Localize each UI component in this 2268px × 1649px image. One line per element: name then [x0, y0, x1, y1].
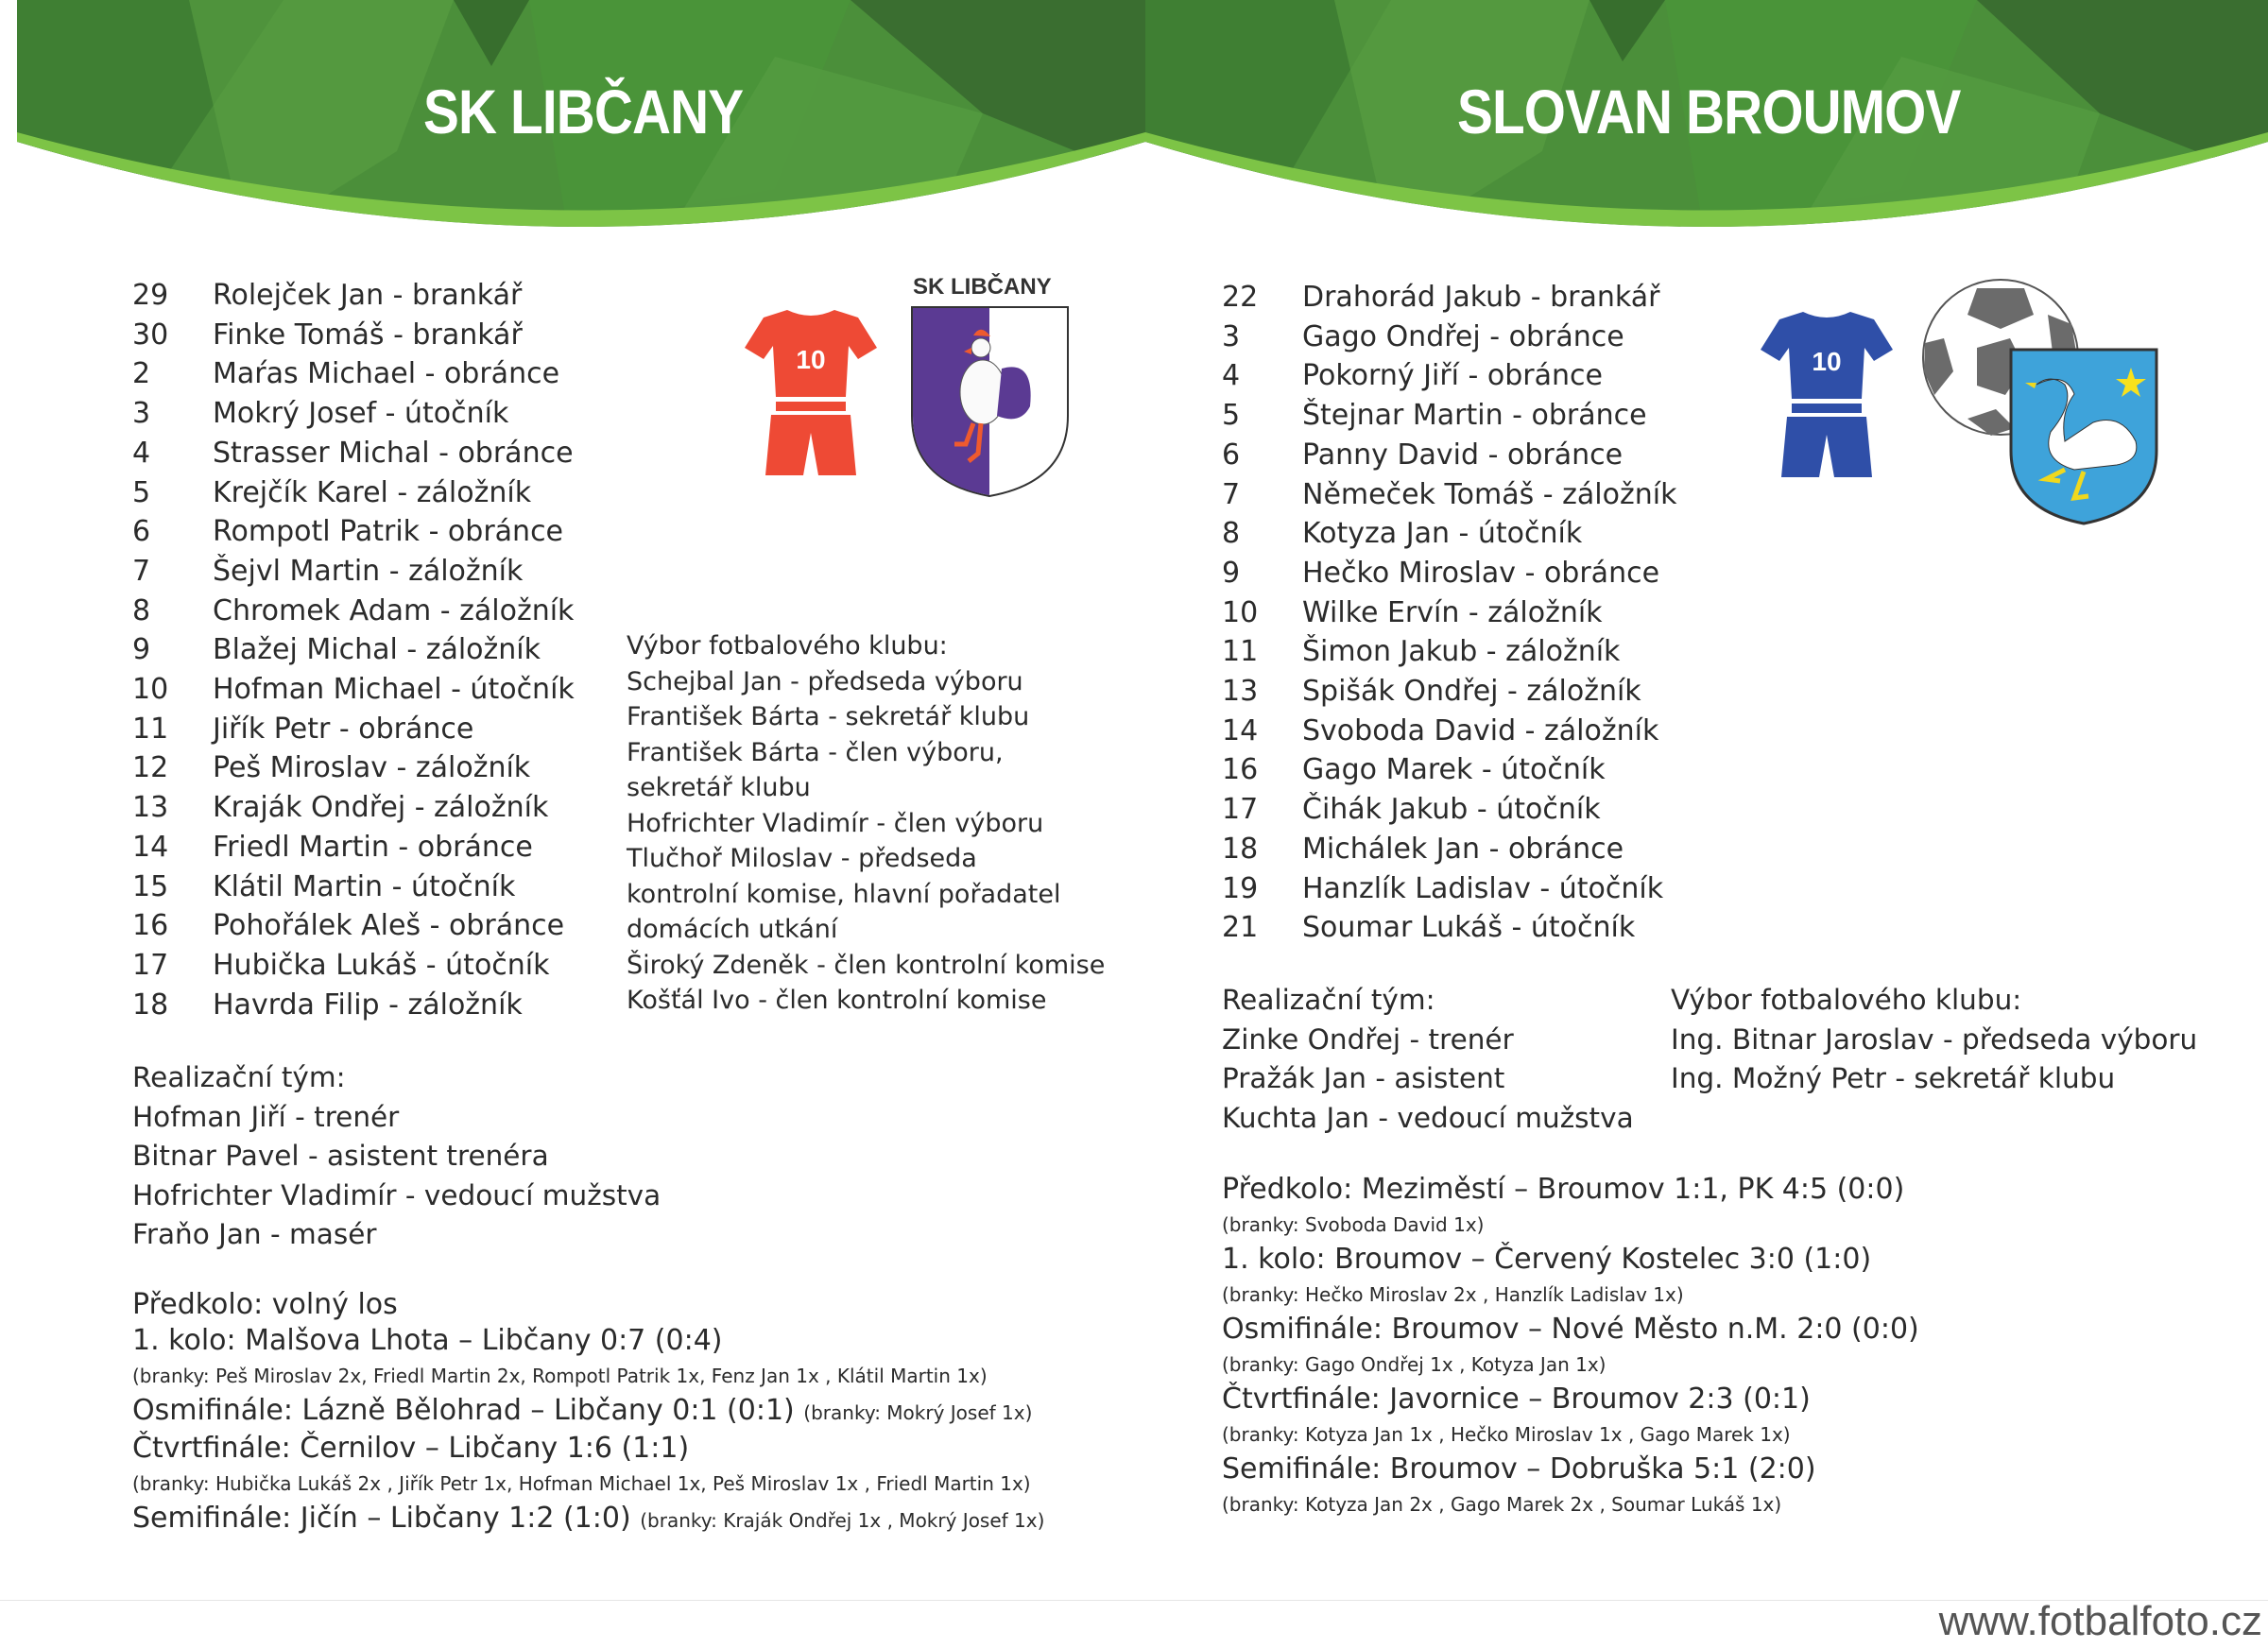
jersey-number: 10 — [796, 345, 826, 374]
player-number: 29 — [132, 279, 169, 312]
player-name: Šejvl Martin - záložník — [213, 554, 524, 588]
player-number: 5 — [132, 475, 151, 509]
right-match-results — [1222, 1172, 1919, 1521]
committee-line: domácích utkání — [627, 915, 838, 944]
player-name: Gago Marek - útočník — [1302, 753, 1606, 787]
player-name: Spišák Ondřej - záložník — [1302, 675, 1641, 709]
player-row — [1222, 908, 1676, 948]
player-row — [132, 748, 575, 788]
player-name: Wilke Ervín - záložník — [1302, 595, 1603, 629]
player-name: Peš Miroslav - záložník — [213, 751, 531, 785]
player-name: Hofman Michael - útočník — [213, 673, 575, 707]
match-row — [1222, 1312, 1919, 1348]
player-name: Gago Ondřej - obránce — [1302, 319, 1624, 353]
player-number: 13 — [1222, 675, 1259, 709]
player-row — [132, 354, 575, 394]
committee-line: Schejbal Jan - předseda výboru — [627, 666, 1023, 696]
player-number: 7 — [1222, 477, 1241, 511]
match-scorers: (branky: Gago Ondřej 1x , Kotyza Jan 1x) — [1222, 1353, 1606, 1376]
player-number: 16 — [132, 909, 169, 943]
right-staff-heading: Realizační tým: — [1222, 984, 1435, 1016]
player-name: Štejnar Martin - obránce — [1302, 399, 1647, 433]
staff-line: Bitnar Pavel - asistent trenéra — [132, 1140, 549, 1172]
committee-line: Košťál Ivo - člen kontrolní komise — [627, 986, 1047, 1015]
left-team-title: SK LIBČANY — [423, 77, 744, 146]
sk-libcany-crest — [907, 274, 1073, 501]
player-name: Strasser Michal - obránce — [213, 436, 574, 470]
player-row — [1222, 869, 1676, 909]
player-name: Finke Tomáš - brankář — [213, 318, 523, 352]
committee-line: Tlučhoř Miloslav - předseda — [627, 844, 977, 873]
player-number: 11 — [1222, 635, 1259, 669]
player-name: Chromek Adam - záložník — [213, 593, 575, 627]
player-name: Čihák Jakub - útočník — [1302, 793, 1601, 827]
player-row — [132, 434, 575, 473]
right-team-title: SLOVAN BROUMOV — [1457, 77, 1961, 146]
player-row — [132, 867, 575, 907]
player-name: Svoboda David - záložník — [1302, 713, 1659, 747]
player-number: 30 — [132, 318, 169, 352]
right-header-banner — [1145, 0, 2268, 246]
rooster-shield-icon — [907, 302, 1073, 501]
player-row — [132, 630, 575, 670]
blue-jersey-icon — [1761, 302, 1893, 482]
player-row — [132, 828, 575, 867]
player-row — [1222, 712, 1676, 751]
left-staff-heading: Realizační tým: — [132, 1061, 346, 1093]
player-row — [1222, 593, 1676, 633]
jersey-number: 10 — [1812, 347, 1842, 376]
committee-line: Ing. Bitnar Jaroslav - předseda výboru — [1671, 1022, 2198, 1056]
match-result: Semifinále: Broumov – Dobruška 5:1 (2:0) — [1222, 1452, 1816, 1486]
player-row — [1222, 830, 1676, 869]
player-number: 18 — [132, 988, 169, 1022]
right-committee-heading: Výbor fotbalového klubu: — [1671, 984, 2022, 1016]
player-row — [132, 512, 575, 552]
match-scorers: (branky: Kraják Ondřej 1x , Mokrý Josef 1x) — [640, 1509, 1045, 1532]
player-number: 3 — [132, 397, 151, 431]
player-number: 10 — [132, 673, 169, 707]
player-name: Hanzlík Ladislav - útočník — [1302, 871, 1664, 905]
player-row — [132, 552, 575, 592]
player-number: 11 — [132, 712, 169, 746]
committee-line: František Bárta - člen výboru, — [627, 737, 1004, 767]
match-result: 1. kolo: Broumov – Červený Kostelec 3:0 (1:0) — [1222, 1243, 1872, 1276]
player-number: 4 — [132, 436, 151, 470]
match-row — [1222, 1172, 1919, 1208]
match-scorers: (branky: Kotyza Jan 2x , Gago Marek 2x , Soumar Lukáš 1x) — [1222, 1493, 1782, 1516]
player-name: Rompotl Patrik - obránce — [213, 515, 564, 549]
player-name: Pohořálek Aleš - obránce — [213, 909, 565, 943]
player-row — [1222, 475, 1676, 515]
player-name: Němeček Tomáš - záložník — [1302, 477, 1677, 511]
player-number: 6 — [1222, 438, 1241, 472]
match-result: Předkolo: Meziměstí – Broumov 1:1, PK 4:5 (0:0) — [1222, 1173, 1905, 1206]
player-number: 17 — [132, 948, 169, 982]
left-committee-heading: Výbor fotbalového klubu: — [627, 631, 948, 661]
player-row — [132, 276, 575, 316]
player-row — [132, 473, 575, 513]
left-staff — [132, 1058, 661, 1255]
match-scorers: (branky: Svoboda David 1x) — [1222, 1213, 1485, 1236]
red-jersey-icon — [745, 301, 877, 480]
right-staff — [1222, 981, 1634, 1138]
right-committee — [1671, 981, 2197, 1099]
player-number: 14 — [1222, 713, 1259, 747]
player-number: 22 — [1222, 281, 1259, 314]
player-row — [132, 986, 575, 1025]
player-number: 10 — [1222, 595, 1259, 629]
match-result: Osmifinále: Lázně Bělohrad – Libčany 0:1 (0:1) — [132, 1394, 795, 1427]
left-committee — [627, 628, 1105, 1019]
player-number: 12 — [132, 751, 169, 785]
match-row — [132, 1323, 1044, 1359]
player-row — [1222, 396, 1676, 436]
player-number: 3 — [1222, 319, 1241, 353]
player-number: 2 — [132, 357, 151, 391]
committee-line: kontrolní komise, hlavní pořadatel — [627, 879, 1061, 909]
match-row — [132, 1287, 1044, 1323]
match-result: 1. kolo: Malšova Lhota – Libčany 0:7 (0:4) — [132, 1324, 723, 1357]
match-row — [132, 1393, 1044, 1431]
match-result: Čtvrtfinále: Javornice – Broumov 2:3 (0:1) — [1222, 1383, 1811, 1416]
left-header-banner — [0, 0, 1145, 246]
player-row — [132, 316, 575, 355]
player-name: Mokrý Josef - útočník — [213, 397, 509, 431]
player-number: 4 — [1222, 359, 1241, 393]
player-name: Havrda Filip - záložník — [213, 988, 523, 1022]
player-number: 6 — [132, 515, 151, 549]
player-name: Pokorný Jiří - obránce — [1302, 359, 1603, 393]
staff-line: Hofman Jiří - trenér — [132, 1100, 400, 1133]
player-row — [132, 394, 575, 434]
player-row — [132, 906, 575, 946]
match-scorers: (branky: Hečko Miroslav 2x , Hanzlík Ladislav 1x) — [1222, 1283, 1684, 1306]
player-number: 8 — [132, 593, 151, 627]
match-row — [1222, 1451, 1919, 1487]
right-player-list — [1222, 278, 1676, 948]
staff-line: Pražák Jan - asistent — [1222, 1062, 1505, 1094]
player-row — [132, 670, 575, 710]
match-scorers: (branky: Kotyza Jan 1x , Hečko Miroslav 1x , Gago Marek 1x) — [1222, 1423, 1791, 1446]
player-name: Hubička Lukáš - útočník — [213, 948, 550, 982]
committee-line: Široký Zdeněk - člen kontrolní komise — [627, 950, 1106, 980]
player-name: Blažej Michal - záložník — [213, 633, 541, 667]
match-result: Osmifinále: Broumov – Nové Město n.M. 2:0 (0:0) — [1222, 1313, 1919, 1346]
player-number: 13 — [132, 791, 169, 825]
player-number: 9 — [132, 633, 151, 667]
player-name: Friedl Martin - obránce — [213, 830, 533, 864]
player-number: 9 — [1222, 556, 1241, 590]
crest-label: SK LIBČANY — [913, 274, 1052, 300]
player-number: 14 — [132, 830, 169, 864]
player-number: 15 — [132, 869, 169, 903]
player-name: Kraják Ondřej - záložník — [213, 791, 549, 825]
match-row — [1222, 1242, 1919, 1278]
match-result: Čtvrtfinále: Černilov – Libčany 1:6 (1:1) — [132, 1432, 690, 1465]
player-row — [132, 592, 575, 631]
left-match-results — [132, 1287, 1044, 1538]
match-result: Předkolo: volný los — [132, 1288, 398, 1321]
player-name: Drahorád Jakub - brankář — [1302, 281, 1660, 314]
swan-shield-icon — [2008, 347, 2159, 526]
player-name: Hečko Miroslav - obránce — [1302, 556, 1660, 590]
player-row — [1222, 318, 1676, 357]
staff-line: Kuchta Jan - vedoucí mužstva — [1222, 1101, 1634, 1134]
player-name: Soumar Lukáš - útočník — [1302, 911, 1636, 945]
player-number: 5 — [1222, 399, 1241, 433]
committee-line: Hofrichter Vladimír - člen výboru — [627, 808, 1044, 838]
staff-line: Hofrichter Vladimír - vedoucí mužstva — [132, 1178, 662, 1211]
player-name: Panny David - obránce — [1302, 438, 1624, 472]
match-row — [132, 1431, 1044, 1467]
player-number: 16 — [1222, 753, 1259, 787]
player-row — [132, 788, 575, 828]
player-row — [1222, 514, 1676, 554]
player-number: 17 — [1222, 793, 1259, 827]
player-name: Klátil Martin - útočník — [213, 869, 516, 903]
player-name: Kotyza Jan - útočník — [1302, 517, 1583, 551]
committee-line: sekretář klubu — [627, 773, 811, 802]
match-result: Semifinále: Jičín – Libčany 1:2 (1:0) — [132, 1502, 631, 1535]
player-name: Krejčík Karel - záložník — [213, 475, 532, 509]
committee-line: František Bárta - sekretář klubu — [627, 702, 1030, 731]
match-scorers: (branky: Hubička Lukáš 2x , Jiřík Petr 1x, Hofman Michael 1x, Peš Miroslav 1x , Friedl Martin 1x) — [132, 1472, 1031, 1495]
player-row — [1222, 356, 1676, 396]
watermark: www.fotbalfoto.cz — [1938, 1598, 2262, 1644]
player-number: 8 — [1222, 517, 1241, 551]
player-row — [1222, 750, 1676, 790]
match-row — [132, 1501, 1044, 1538]
player-row — [1222, 278, 1676, 318]
footer-divider — [0, 1600, 2268, 1601]
staff-line: Fraňo Jan - masér — [132, 1218, 377, 1250]
player-number: 19 — [1222, 871, 1259, 905]
player-name: Jiřík Petr - obránce — [213, 712, 474, 746]
player-name: Šimon Jakub - záložník — [1302, 635, 1621, 669]
committee-line: Ing. Možný Petr - sekretář klubu — [1671, 1062, 2116, 1094]
player-number: 21 — [1222, 911, 1259, 945]
player-row — [1222, 790, 1676, 830]
match-scorers: (branky: Peš Miroslav 2x, Friedl Martin 2x, Rompotl Patrik 1x, Fenz Jan 1x , Klátil Martin 1x) — [132, 1365, 988, 1387]
player-name: Michálek Jan - obránce — [1302, 832, 1624, 866]
player-row — [132, 710, 575, 749]
match-row — [1222, 1382, 1919, 1417]
player-row — [132, 946, 575, 986]
player-row — [1222, 632, 1676, 672]
player-row — [1222, 554, 1676, 593]
player-name: Maŕas Michael - obránce — [213, 357, 560, 391]
player-row — [1222, 672, 1676, 712]
left-player-list — [132, 276, 575, 1024]
staff-line: Zinke Ondřej - trenér — [1222, 1022, 1514, 1056]
player-row — [1222, 436, 1676, 475]
player-number: 7 — [132, 554, 151, 588]
match-scorers: (branky: Mokrý Josef 1x) — [803, 1401, 1033, 1424]
player-number: 18 — [1222, 832, 1259, 866]
player-name: Rolejček Jan - brankář — [213, 279, 523, 312]
